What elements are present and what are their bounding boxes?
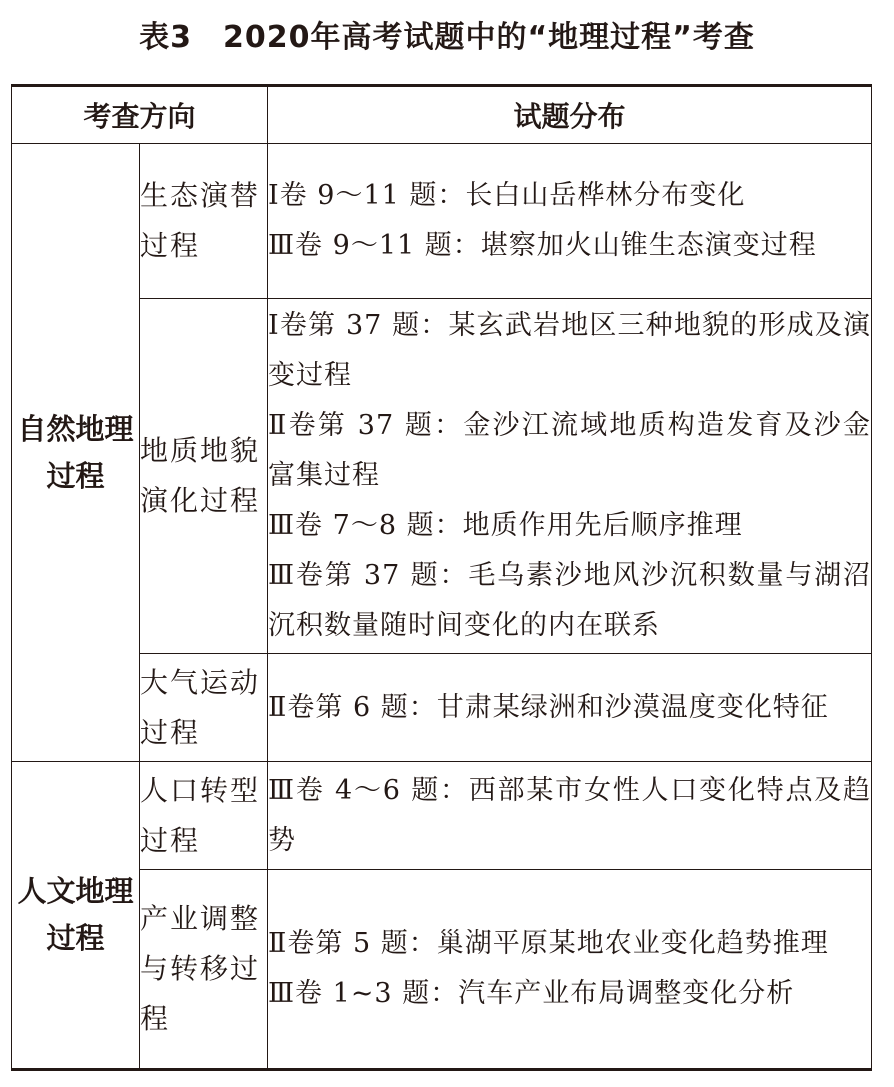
exam-item: Ⅲ卷 9～11 题：堪察加火山锥生态演变过程 [268,230,817,261]
exam-item: Ⅲ卷 7～8 题：地质作用先后顺序推理 [268,510,743,541]
table-row [12,654,872,762]
table-row [12,299,872,654]
exam-item: Ⅰ卷第 37 题：某玄武岩地区三种地貌的形成及演变过程 [268,310,872,391]
exam-items [268,762,872,870]
exam-items [268,299,872,654]
exam-item: Ⅰ卷 9～11 题：长白山岳桦林分布变化 [268,180,746,211]
subcategory-atmosphere: 大气运动过程 [140,654,268,762]
exam-item: Ⅱ卷第 37 题：金沙江流域地质构造发育及沙金富集过程 [268,410,872,491]
exam-item: Ⅱ卷第 5 题：巢湖平原某地农业变化趋势推理 [268,928,829,959]
exam-item: Ⅱ卷第 6 题：甘肃某绿洲和沙漠温度变化特征 [268,691,829,723]
exam-items [268,654,872,762]
header-row [12,86,872,144]
category-human: 人文地理过程 [12,762,140,1070]
table-title: 表3 2020年高考试题中的“地理过程”考查 [139,20,755,55]
exam-items [268,870,872,1070]
table-row [12,870,872,1070]
exam-item: Ⅲ卷第 37 题：毛乌素沙地风沙沉积数量与湖沼沉积数量随时间变化的内在联系 [268,560,872,641]
header-distribution: 试题分布 [268,86,872,144]
subcategory-geology: 地质地貌演化过程 [140,299,268,654]
category-natural: 自然地理过程 [12,144,140,762]
exam-item: Ⅲ卷 4～6 题：西部某市女性人口变化特点及趋势 [268,774,872,856]
subcategory-industry: 产业调整与转移过程 [140,870,268,1070]
subcategory-population: 人口转型过程 [140,762,268,870]
table-row [12,762,872,870]
table-row [12,144,872,299]
header-direction: 考查方向 [12,86,268,144]
exam-item: Ⅲ卷 1~3 题：汽车产业布局调整变化分析 [268,978,795,1009]
subcategory-eco-succession: 生态演替过程 [140,144,268,299]
exam-items [268,144,872,299]
exam-table [11,84,872,1071]
